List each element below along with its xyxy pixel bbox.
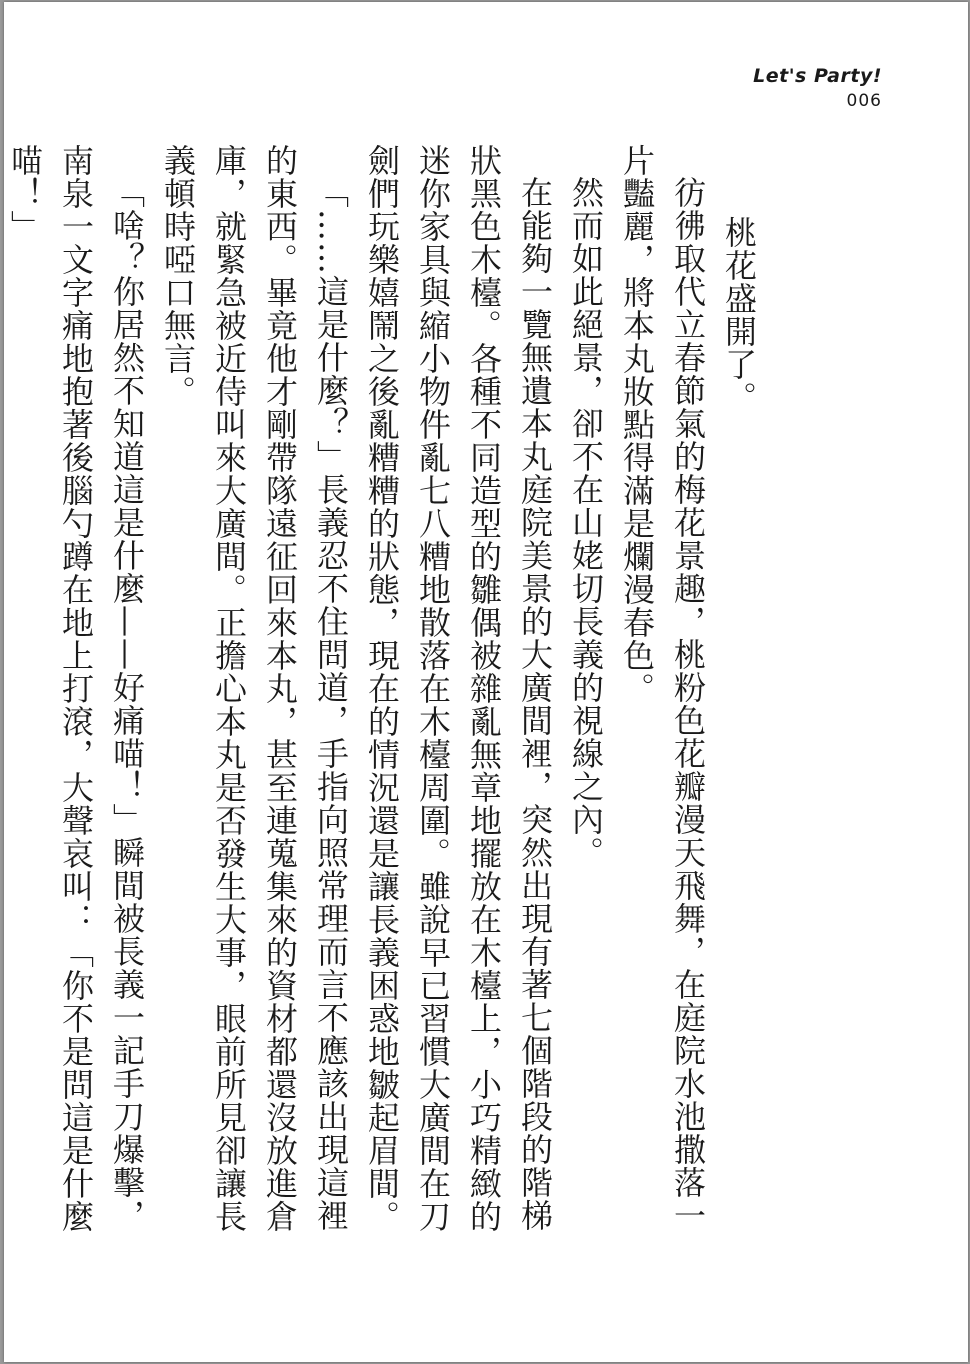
paragraph-4: 在能夠一覽無遺本丸庭院美景的大廣間裡，突然出現有著七個階段的階梯狀黑色木檯。各種不同造型的雛偶被雜亂無章地擺放在木檯上，小巧精緻的迷你家具與縮小物件亂七八糟地散落在木檯周圍。雖說早已習慣大廣間在刀劍們玩樂嬉鬧之後亂糟糟的狀態，現在的情況還是讓長義困惑地皺起眉間。 <box>363 144 554 1233</box>
page-number: 006 <box>846 91 882 111</box>
paragraph-6: 「啥？你居然不知道這是什麼——好痛喵！」瞬間被長義一記手刀爆擊，南泉一文字痛地抱著後腦勺蹲在地上打滾，大聲哀叫：「你不是問這是什麼喵！」 <box>6 144 146 1233</box>
paragraph-5: 「……這是什麼？」長義忍不住問道，手指向照常理而言不應該出現這裡的東西。畢竟他才剛帶隊遠征回來本丸，甚至連蒐集來的資材都還沒放進倉庫，就緊急被近侍叫來大廣間。正擔心本丸是否發生大事，眼前所見卻讓長義頓時啞口無言。 <box>159 144 350 1233</box>
book-page <box>4 2 968 1362</box>
body-text <box>6 144 764 1254</box>
paragraph-1: 桃花盛開了。 <box>720 216 758 414</box>
paragraph-2: 彷彿取代立春節氣的梅花景趣，桃粉色花瓣漫天飛舞，在庭院水池撒落一片豔麗，將本丸妝點得滿是爛漫春色。 <box>618 144 707 1232</box>
running-header-title: Let's Party! <box>753 65 882 87</box>
paragraph-3: 然而如此絕景，卻不在山姥切長義的視線之內。 <box>567 176 605 869</box>
